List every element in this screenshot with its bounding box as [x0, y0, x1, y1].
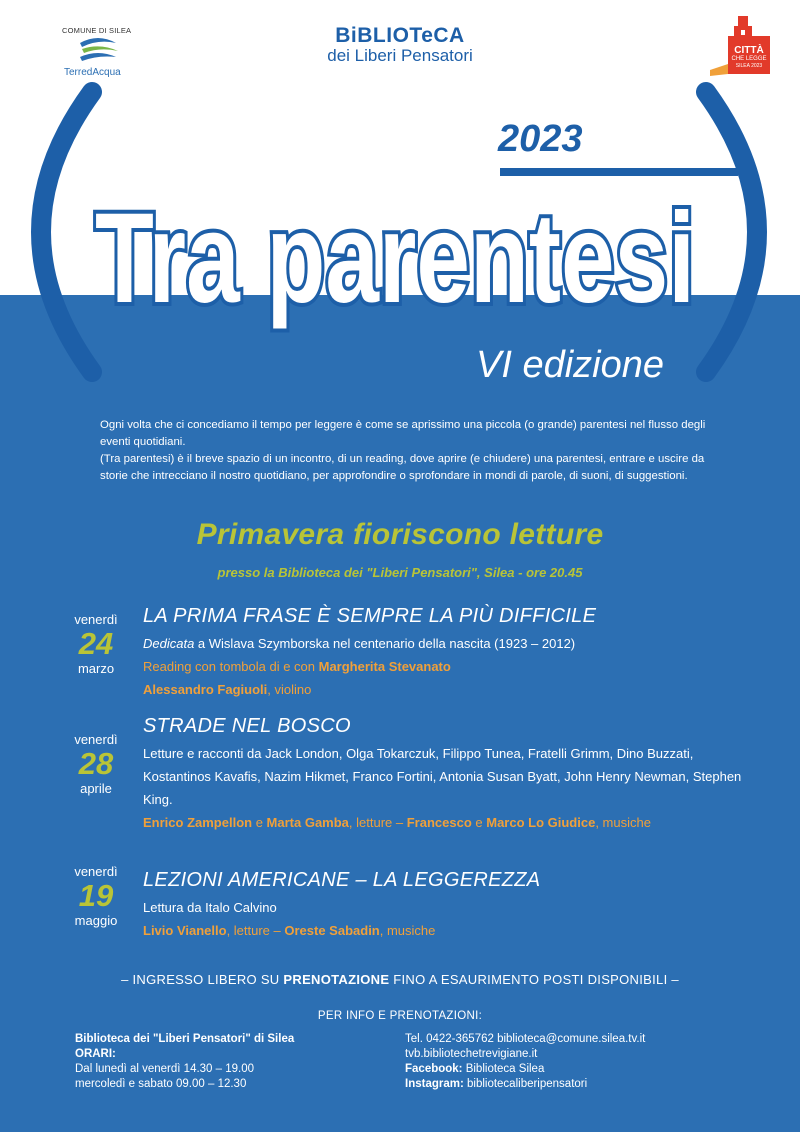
- info-contacts: [405, 1032, 765, 1092]
- performer-name: Enrico Zampellon: [143, 815, 253, 830]
- event-month: aprile: [80, 781, 112, 796]
- dedicated-rest: a Wislava Szymborska nel centenario della nascita (1923 – 2012): [194, 636, 576, 651]
- event-body: [143, 866, 743, 942]
- event-performers: [143, 811, 743, 834]
- performer-name: Francesco: [406, 815, 472, 830]
- phone-email[interactable]: Tel. 0422-365762 biblioteca@comune.silea.tv.it: [405, 1033, 646, 1045]
- info-heading: PER INFO E PRENOTAZIONI:: [317, 1010, 483, 1022]
- event-day: 28: [78, 746, 114, 781]
- event-day: 19: [78, 878, 114, 913]
- facebook-label: Facebook:: [405, 1063, 463, 1075]
- event-weekday: venerdì: [74, 864, 118, 879]
- edition: VI edizione: [476, 344, 665, 386]
- info-library: [75, 1032, 395, 1092]
- season-subtitle: presso la Biblioteca dei "Liberi Pensatori", Silea - ore 20.45: [217, 565, 583, 580]
- event-date: [60, 864, 132, 928]
- event-title: LEZIONI AMERICANE – LA LEGGEREZZA: [143, 869, 541, 891]
- facebook-line: [405, 1062, 765, 1077]
- event-date: [60, 612, 132, 676]
- event-title: LA PRIMA FRASE È SEMPRE LA PIÙ DIFFICILE: [143, 605, 597, 627]
- event-reading: [143, 655, 743, 678]
- event-performer: [143, 678, 743, 701]
- performer-role: , musiche: [379, 923, 436, 938]
- event-month: maggio: [74, 913, 118, 928]
- facebook-value[interactable]: Biblioteca Silea: [462, 1063, 545, 1075]
- open-parenthesis: [41, 92, 92, 372]
- close-parenthesis: [706, 92, 757, 372]
- access-note: [0, 972, 800, 987]
- performer-name: Marco Lo Giudice: [486, 815, 596, 830]
- performer-name: Livio Vianello: [143, 923, 227, 938]
- event-description: Lettura da Italo Calvino: [143, 900, 277, 915]
- performer-role: , violino: [267, 682, 312, 697]
- event-performers: [143, 919, 743, 942]
- hours-line: Dal lunedì al venerdì 14.30 – 19.00: [75, 1063, 255, 1075]
- event-weekday: venerdì: [74, 612, 118, 627]
- event-date: [60, 732, 132, 796]
- library-logo-line1: BiBLIOTeCA: [335, 24, 465, 47]
- event-body: [143, 602, 743, 701]
- reading-prefix: Reading con tombola di e con: [143, 659, 319, 674]
- citta-line1: CITTÀ: [734, 45, 764, 56]
- event-body: [143, 712, 743, 834]
- performer-role: , letture –: [226, 923, 285, 938]
- instagram-label: Instagram:: [405, 1078, 464, 1090]
- access-prefix: – INGRESSO LIBERO SU: [121, 972, 284, 987]
- hours-line: mercoledì e sabato 09.00 – 12.30: [75, 1078, 247, 1090]
- access-keyword: PRENOTAZIONE: [283, 972, 390, 987]
- reading-name: Margherita Stevanato: [318, 659, 451, 674]
- library-name: Biblioteca dei "Liberi Pensatori" di Silea: [75, 1033, 295, 1045]
- performer-name: Oreste Sabadin: [284, 923, 380, 938]
- access-suffix: FINO A ESAURIMENTO POSTI DISPONIBILI –: [389, 972, 679, 987]
- citta-line3: SILEA 2023: [735, 63, 763, 69]
- intro-text: [100, 417, 718, 485]
- season-title: Primavera fioriscono letture: [196, 518, 604, 551]
- title-graphic: [0, 0, 800, 420]
- comune-brand: TerredAcqua: [64, 67, 121, 78]
- intro-paragraph: Ogni volta che ci concediamo il tempo per leggere è come se aprissimo una piccola (o grande) parentesi nel flusso degli eventi quotidiani.: [100, 419, 706, 448]
- performer-and: e: [252, 815, 267, 830]
- title-main: Tra parentesi: [95, 187, 695, 330]
- event-description: Letture e racconti da Jack London, Olga Tokarczuk, Filippo Tunea, Fratelli Grimm, Dino Buzzati, Kostantinos Kavafis, Nazim Hikmet, Franco Fortini, Antonia Susan Byatt, John Henry Newman, Stephen King.: [143, 746, 742, 807]
- comune-name: COMUNE DI SILEA: [62, 26, 132, 35]
- performer-and: e: [471, 815, 487, 830]
- instagram-value[interactable]: bibliotecaliberipensatori: [463, 1078, 588, 1090]
- citta-line2: CHE LEGGE: [731, 56, 767, 62]
- performer-role: , musiche: [595, 815, 651, 830]
- event-title: STRADE NEL BOSCO: [143, 715, 351, 737]
- event-month: marzo: [77, 661, 115, 676]
- library-logo-line2: dei Liberi Pensatori: [327, 46, 473, 65]
- year: 2023: [498, 118, 583, 160]
- event-day: 24: [78, 626, 114, 661]
- performer-name: Alessandro Fagiuoli: [143, 682, 268, 697]
- intro-paragraph: (Tra parentesi) è il breve spazio di un incontro, di un reading, dove aprire (e chiudere) una parentesi, entrare e uscire da storie che intrecciano il nostro quotidiano, per approfondire o sprofondare in mondi di parole, di suoni, di suggestioni.: [100, 453, 705, 482]
- website-link[interactable]: tvb.bibliotechetrevigiane.it: [405, 1048, 538, 1060]
- event-dedication: [143, 632, 743, 655]
- performer-role: , letture –: [348, 815, 407, 830]
- instagram-line: [405, 1077, 765, 1092]
- hours-label: ORARI:: [75, 1048, 116, 1060]
- event-weekday: venerdì: [74, 732, 118, 747]
- dedicated-word: Dedicata: [143, 636, 195, 651]
- performer-name: Marta Gamba: [266, 815, 349, 830]
